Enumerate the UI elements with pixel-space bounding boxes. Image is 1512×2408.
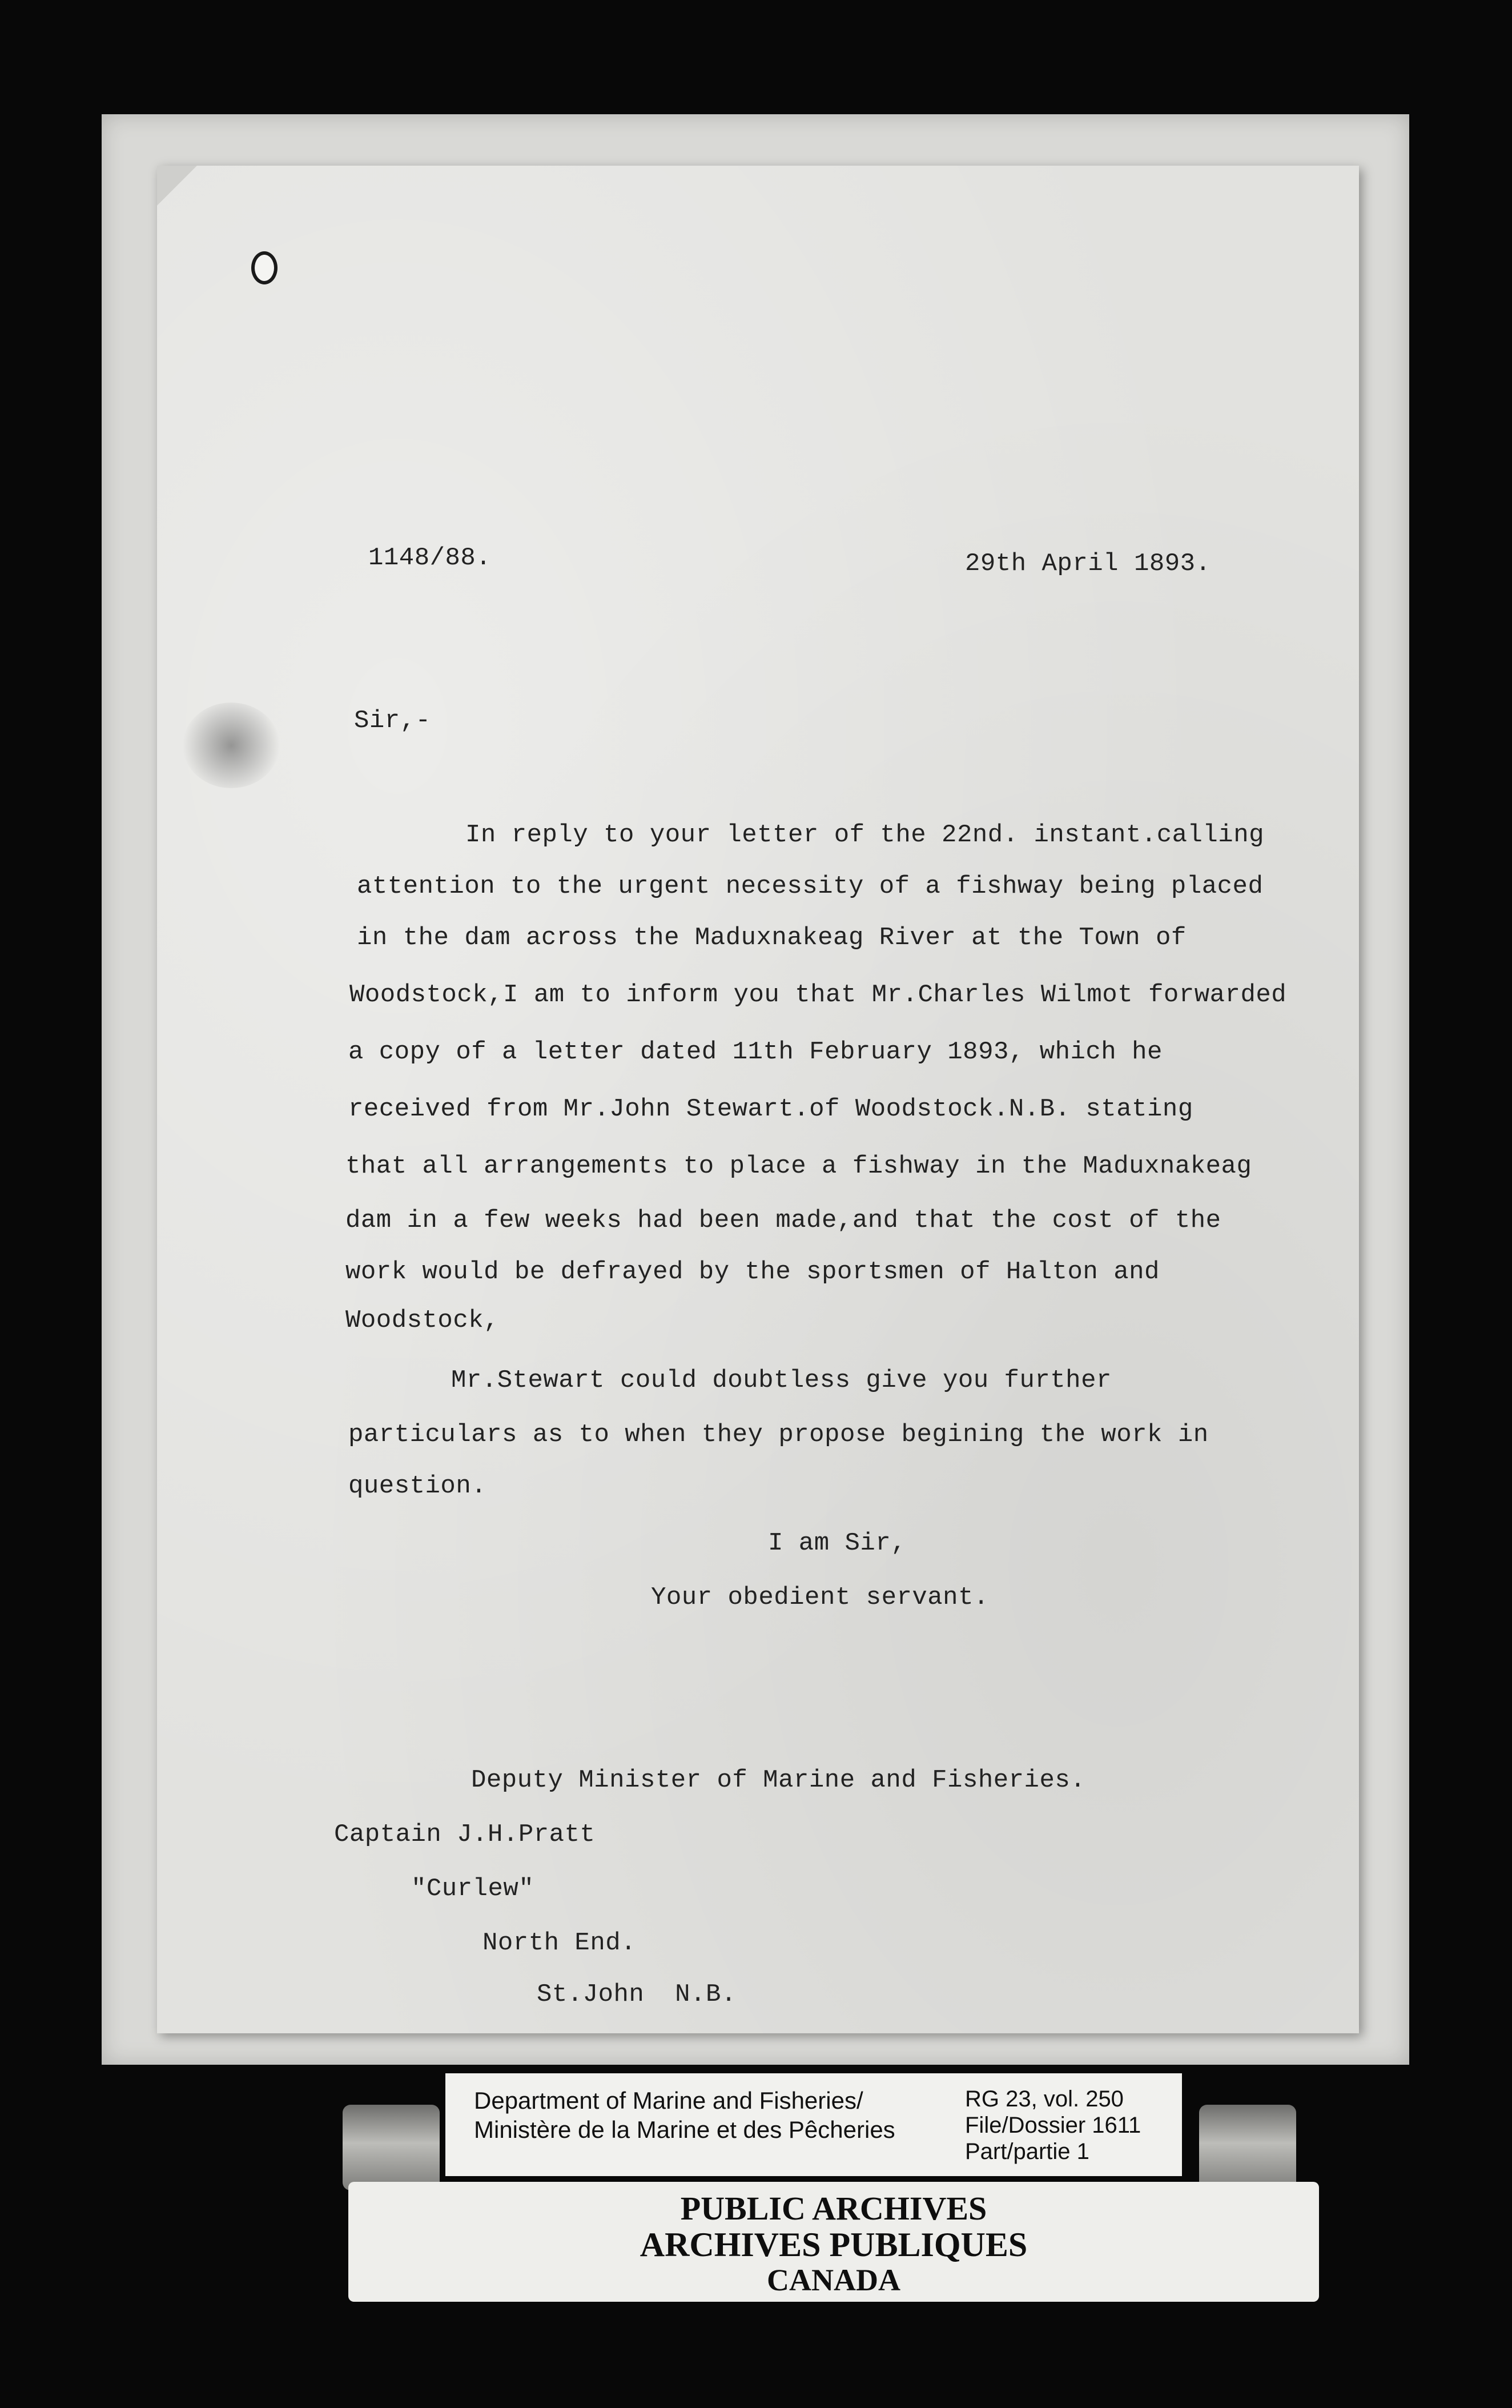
archives-en: PUBLIC ARCHIVES xyxy=(680,2190,987,2227)
record-group: RG 23, vol. 250 xyxy=(965,2086,1124,2112)
addressee-city: St.John N.B. xyxy=(537,1980,737,2009)
body-line: received from Mr.John Stewart.of Woodstock.N.B. stating xyxy=(348,1095,1193,1123)
addressee-locality: North End. xyxy=(482,1929,637,1957)
body-line: work would be defrayed by the sportsmen of Halton and xyxy=(345,1258,1160,1286)
archives-country: CANADA xyxy=(767,2263,900,2297)
record-reference xyxy=(965,2086,1141,2165)
body-line: Mr.Stewart could doubtless give you further xyxy=(451,1366,1112,1395)
body-line: Woodstock,I am to inform you that Mr.Charles Wilmot forwarded xyxy=(349,981,1287,1009)
salutation: Sir,- xyxy=(354,707,431,735)
archives-stamp xyxy=(348,2182,1319,2302)
closing-line: Your obedient servant. xyxy=(651,1583,989,1612)
body-line: question. xyxy=(348,1472,487,1500)
ink-smudge xyxy=(183,703,280,788)
body-line: a copy of a letter dated 11th February 1893, which he xyxy=(348,1038,1163,1066)
closing-line: I am Sir, xyxy=(768,1529,907,1558)
part-partie: Part/partie 1 xyxy=(965,2139,1089,2164)
letter-date: 29th April 1893. xyxy=(965,549,1211,578)
body-line: that all arrangements to place a fishway in the Maduxnakeag xyxy=(345,1152,1252,1181)
department-names xyxy=(474,2086,895,2144)
folded-corner xyxy=(157,166,197,206)
body-line: In reply to your letter of the 22nd. instant.calling xyxy=(465,821,1265,849)
file-number: 1148/88. xyxy=(368,544,492,572)
file-dossier: File/Dossier 1611 xyxy=(965,2113,1141,2138)
body-line: dam in a few weeks had been made,and that the cost of the xyxy=(345,1206,1221,1235)
body-line: attention to the urgent necessity of a fishway being placed xyxy=(357,872,1264,901)
signature-title: Deputy Minister of Marine and Fisheries. xyxy=(471,1766,1086,1795)
archives-fr: ARCHIVES PUBLIQUES xyxy=(640,2226,1028,2263)
department-en: Department of Marine and Fisheries/ xyxy=(474,2087,863,2114)
addressee-vessel: "Curlew" xyxy=(411,1875,534,1903)
addressee-name: Captain J.H.Pratt xyxy=(334,1820,596,1849)
body-line: Woodstock, xyxy=(345,1306,500,1335)
mount-clip-left xyxy=(343,2105,440,2190)
body-line: particulars as to when they propose begining the work in xyxy=(348,1420,1209,1449)
body-line: in the dam across the Maduxnakeag River at the Town of xyxy=(357,924,1187,952)
department-fr: Ministère de la Marine et des Pêcheries xyxy=(474,2116,895,2144)
punch-hole-icon xyxy=(251,251,278,284)
mount-clip-right xyxy=(1199,2105,1296,2190)
archive-reference-label xyxy=(445,2073,1182,2176)
